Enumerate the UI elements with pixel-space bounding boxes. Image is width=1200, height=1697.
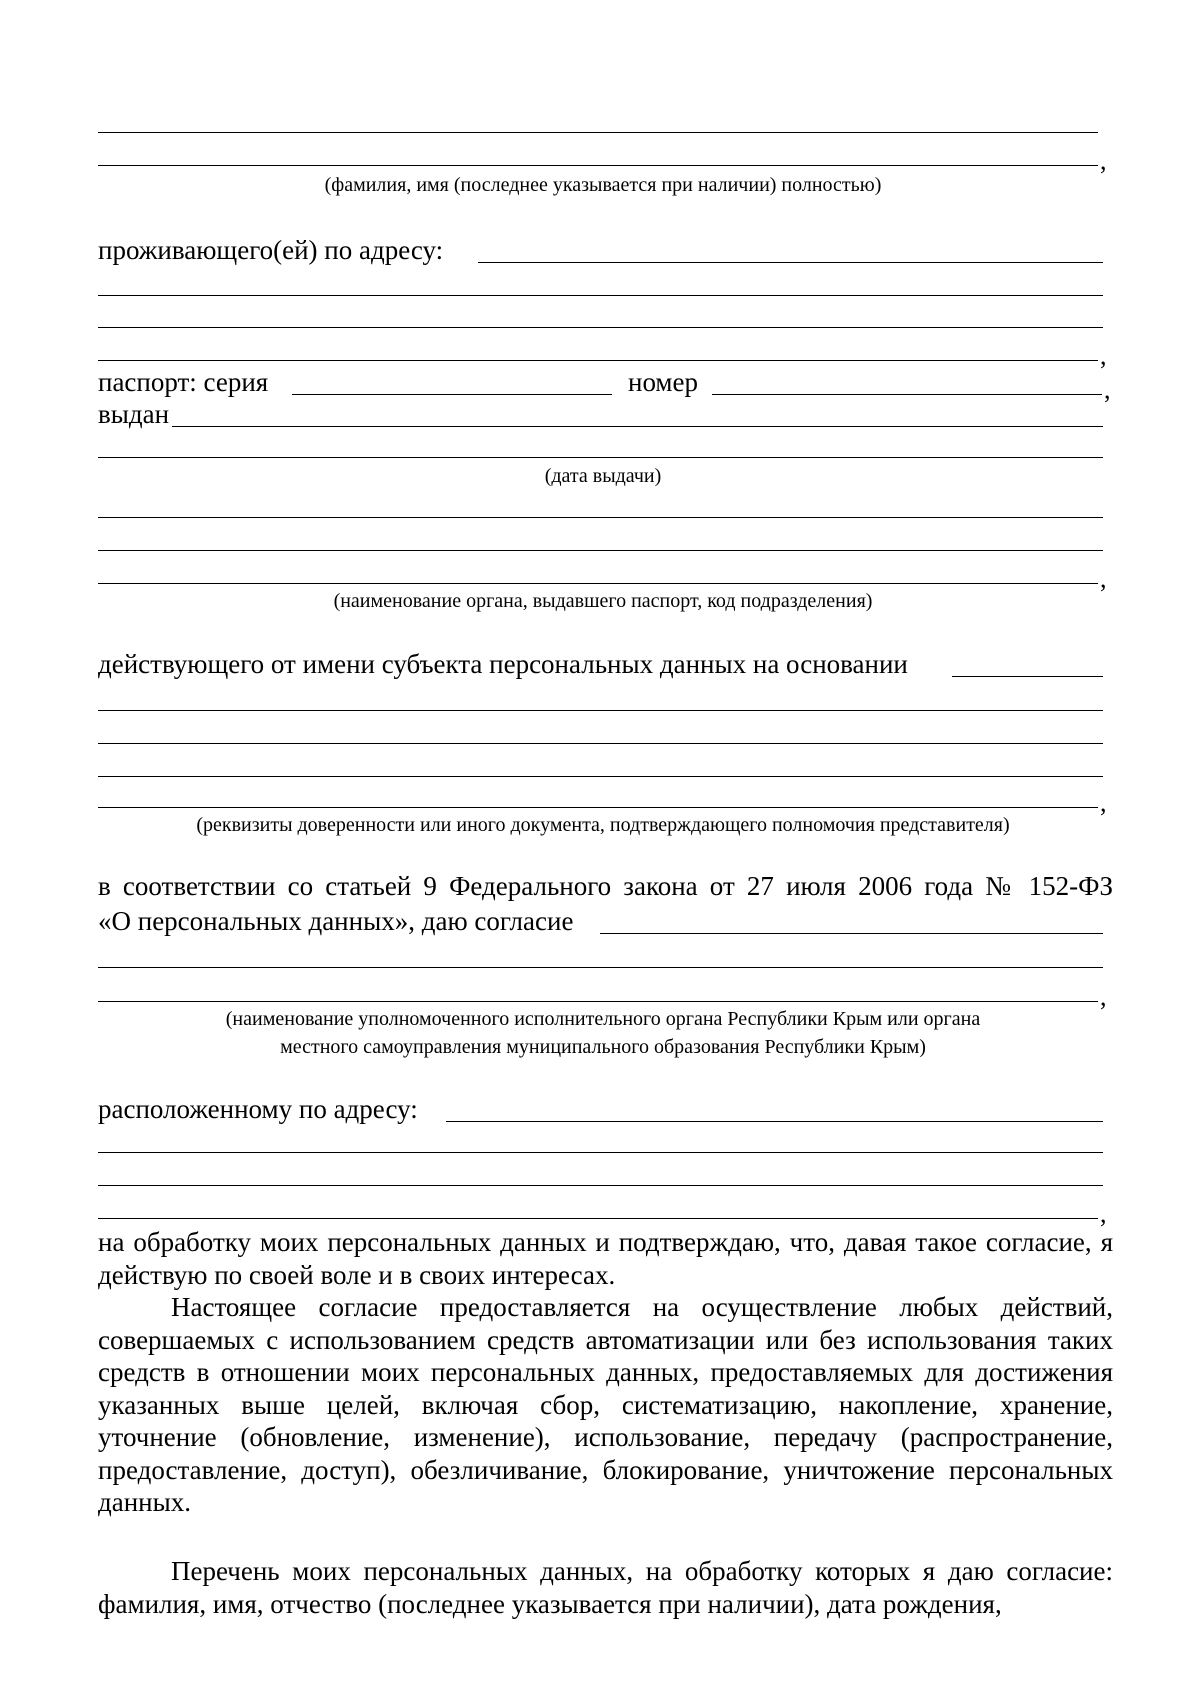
comma: , (1104, 375, 1111, 404)
consent-recipient-line[interactable] (600, 933, 1103, 934)
consent-recipient-line[interactable] (98, 967, 1103, 968)
power-of-attorney-caption: (реквизиты доверенности или иного документа, подтверждающего полномочия представителя) (196, 814, 1010, 836)
residing-address-line[interactable] (98, 327, 1103, 328)
acting-basis-line[interactable] (952, 676, 1103, 677)
located-address-line[interactable] (98, 1152, 1103, 1153)
actions-paragraph: Настоящее согласие предоставляется на осуществление любых действий, совершаемых с использованием средств автоматизации или без использования таких средств в отношении моих персональных данных, предоставляемых для достижения указанных выше целей, включая сбор, систематизацию, накопление, хранение, уточнение (обновление, изменение), использование, передачу (распространение, предоставление, доступ), обезличивание, блокирование, уничтожение персональных данных. (98, 1292, 1113, 1517)
comma: , (1100, 146, 1107, 175)
comma: , (1100, 341, 1107, 370)
consent-recipient-line[interactable] (98, 1001, 1098, 1002)
acting-label: действующего от имени субъекта персональных данных на основании (98, 649, 908, 679)
comma: , (1100, 982, 1107, 1011)
acting-basis-line[interactable] (98, 743, 1103, 744)
authority-caption-line1: (наименование уполномоченного исполнительного органа Республики Крым или органа (225, 1008, 981, 1030)
located-address-label: расположенному по адресу: (98, 1094, 418, 1124)
acting-basis-line[interactable] (98, 807, 1098, 808)
located-address-line[interactable] (98, 1218, 1098, 1219)
full-name-caption: (фамилия, имя (последнее указывается при наличии) полностью) (324, 174, 882, 196)
issued-label: выдан (98, 399, 170, 429)
located-address-line[interactable] (98, 1185, 1103, 1186)
passport-number-label: номер (628, 367, 699, 397)
law-reference-line2: «О персональных данных», даю согласие (98, 906, 574, 936)
comma: , (1100, 788, 1107, 817)
full-name-line[interactable] (98, 165, 1098, 166)
issuer-line[interactable] (98, 583, 1098, 584)
issued-line[interactable] (98, 457, 1103, 458)
residing-address-line[interactable] (98, 295, 1103, 296)
issuer-line[interactable] (98, 517, 1103, 518)
issue-date-caption: (дата выдачи) (544, 465, 662, 487)
acting-basis-line[interactable] (98, 710, 1103, 711)
data-list-paragraph: Перечень моих персональных данных, на обработку которых я даю согласие: фамилия, имя, отчество (последнее указывается при наличии), дата рождения, (98, 1556, 1113, 1619)
acting-basis-line[interactable] (98, 776, 1103, 777)
issued-line[interactable] (172, 426, 1103, 427)
residing-address-line[interactable] (98, 360, 1098, 361)
passport-series-label: паспорт: серия (98, 367, 269, 397)
authority-caption-line2: местного самоуправления муниципального образования Республики Крым) (280, 1036, 926, 1058)
issuer-caption: (наименование органа, выдавшего паспорт, код подразделения) (333, 590, 873, 612)
issuer-line[interactable] (98, 550, 1103, 551)
located-address-line[interactable] (446, 1121, 1103, 1122)
comma: , (1100, 1199, 1107, 1228)
full-name-line[interactable] (98, 132, 1098, 133)
consent-paragraph: на обработку моих персональных данных и подтверждаю, что, давая такое согласие, я действую по своей воле и в своих интересах. (98, 1227, 1113, 1290)
comma: , (1100, 564, 1107, 593)
residing-address-label: проживающего(ей) по адресу: (98, 235, 444, 265)
passport-series-line[interactable] (292, 394, 612, 395)
law-reference-line1: в соответствии со статьей 9 Федерального закона от 27 июля 2006 года № 152-ФЗ (98, 871, 1113, 901)
residing-address-line[interactable] (478, 262, 1103, 263)
passport-number-line[interactable] (712, 394, 1102, 395)
